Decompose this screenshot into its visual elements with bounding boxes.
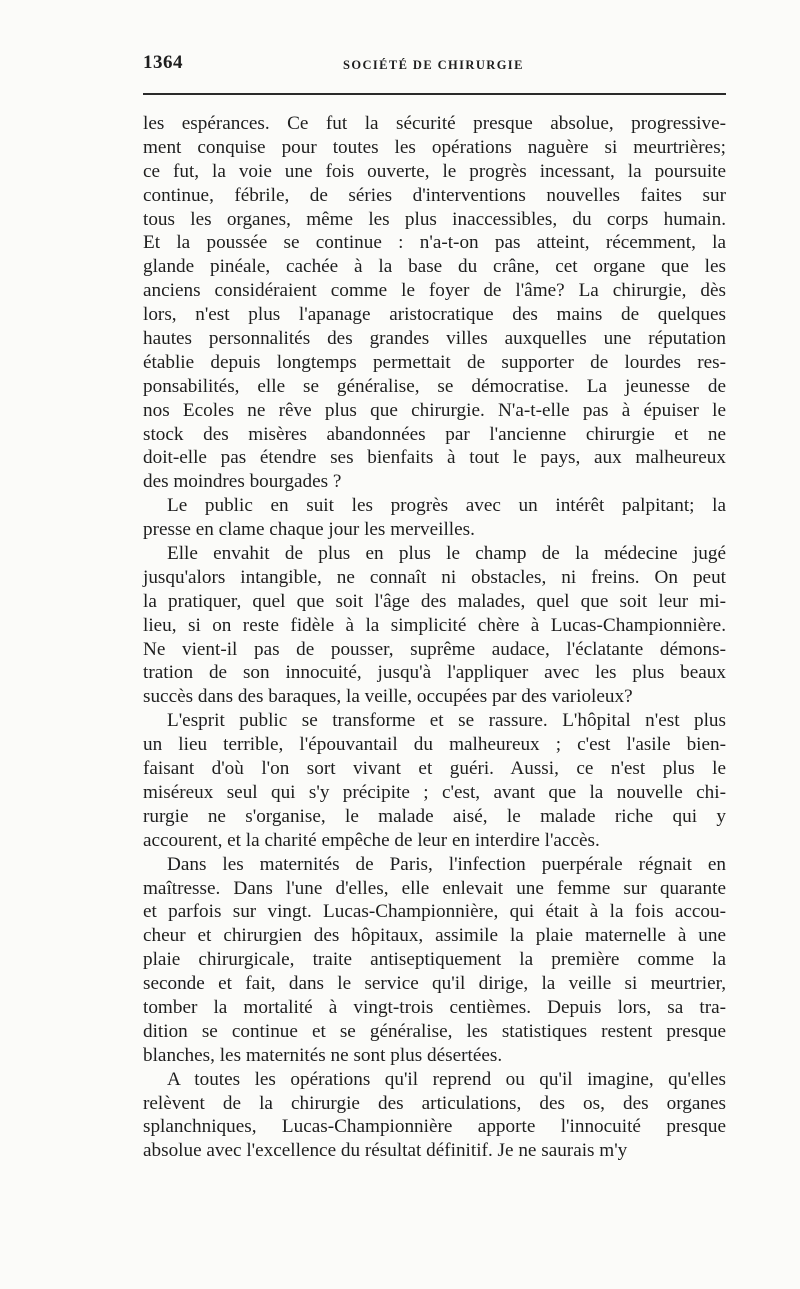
text-line: glande pinéale, cachée à la base du crâne, cet organe que les: [143, 256, 726, 278]
text-line: les espérances. Ce fut la sécurité presque absolue, progressive-: [143, 113, 726, 134]
paragraph: [143, 1068, 726, 1164]
text-line: anciens considéraient comme le foyer de l'âme? La chirurgie, dès: [143, 280, 726, 302]
text-line: ment conquise pour toutes les opérations naguère si meurtrières;: [143, 136, 726, 158]
text-line: jusqu'alors intangible, ne connaît ni obstacles, ni freins. On peut: [143, 566, 726, 588]
paragraph: [143, 709, 726, 852]
text-line: continue, fébrile, de séries d'interventions nouvelles faites sur: [143, 184, 726, 206]
text-line: faisant d'où l'on sort vivant et guéri. Aussi, ce n'est plus le: [143, 758, 726, 780]
text-line: lors, n'est plus l'apanage aristocratique des mains de quelques: [143, 304, 726, 326]
text-line: accourent, et la charité empêche de leur en interdire l'accès.: [143, 829, 600, 851]
text-line: Et la poussée se continue : n'a-t-on pas atteint, récemment, la: [143, 232, 726, 254]
paragraph: [143, 112, 726, 494]
text-line: doit-elle pas étendre ses bienfaits à tout le pays, aux malheureux: [143, 447, 726, 469]
text-line: A toutes les opérations qu'il reprend ou qu'il imagine, qu'elles: [167, 1068, 726, 1090]
text-line: L'esprit public se transforme et se rassure. L'hôpital n'est plus: [167, 710, 726, 732]
text-line: tration de son innocuité, jusqu'à l'appliquer avec les plus beaux: [143, 662, 726, 684]
text-line: ponsabilités, elle se généralise, se démocratise. La jeunesse de: [143, 375, 726, 397]
text-line: dition se continue et se généralise, les statistiques restent presque: [143, 1020, 726, 1042]
text-line: seconde et fait, dans le service qu'il dirige, la veille si meurtrier,: [143, 973, 726, 995]
text-line: nos Ecoles ne rêve plus que chirurgie. N'a-t-elle pas à épuiser le: [143, 399, 726, 421]
text-line: splanchniques, Lucas-Championnière apporte l'innocuité presque: [143, 1116, 726, 1138]
text-line: blanches, les maternités ne sont plus désertées.: [143, 1044, 503, 1066]
text-line: ce fut, la voie une fois ouverte, le progrès incessant, la poursuite: [143, 160, 726, 182]
paragraph: [143, 494, 726, 542]
text-line: cheur et chirurgien des hôpitaux, assimile la plaie maternelle à une: [143, 925, 726, 947]
text-line: et parfois sur vingt. Lucas-Championnière, qui était à la fois accou-: [143, 901, 726, 923]
text-line: Le public en suit les progrès avec un intérêt palpitant; la: [167, 495, 726, 517]
text-line: hautes personnalités des grandes villes auxquelles une réputation: [143, 328, 726, 350]
text-line: un lieu terrible, l'épouvantail du malheureux ; c'est l'asile bien-: [143, 734, 726, 756]
text-line: des moindres bourgades ?: [143, 471, 342, 493]
paragraph: [143, 542, 726, 709]
text-line: Elle envahit de plus en plus le champ de la médecine jugé: [167, 543, 726, 565]
text-line: maîtresse. Dans l'une d'elles, elle enlevait une femme sur quarante: [143, 877, 726, 899]
text-line: relèvent de la chirurgie des articulations, des os, des organes: [143, 1092, 726, 1114]
text-line: Ne vient-il pas de pousser, suprême audace, l'éclatante démons-: [143, 638, 726, 660]
text-line: presse en clame chaque jour les merveilles.: [143, 519, 475, 541]
running-title: SOCIÉTÉ DE CHIRURGIE: [343, 58, 524, 72]
page-number: 1364: [143, 52, 183, 73]
page-header: [143, 52, 726, 82]
text-line: tomber la mortalité à vingt-trois centièmes. Depuis lors, sa tra-: [143, 996, 726, 1018]
text-line: rurgie ne s'organise, le malade aisé, le malade riche qui y: [143, 805, 726, 827]
text-line: stock des misères abandonnées par l'ancienne chirurgie et ne: [143, 423, 726, 445]
text-line: la pratiquer, quel que soit l'âge des malades, quel que soit leur mi-: [143, 590, 726, 612]
text-line: absolue avec l'excellence du résultat définitif. Je ne saurais m'y: [143, 1140, 628, 1162]
text-line: établie depuis longtemps permettait de supporter de lourdes res-: [143, 351, 726, 373]
text-line: Dans les maternités de Paris, l'infection puerpérale régnait en: [167, 853, 726, 875]
text-line: succès dans des baraques, la veille, occupées par des varioleux?: [143, 686, 633, 708]
body-text: [143, 112, 726, 1163]
header-rule: [143, 93, 726, 95]
text-line: lieu, si on reste fidèle à la simplicité chère à Lucas-Championnière.: [143, 614, 726, 636]
text-line: miséreux seul qui s'y précipite ; c'est, avant que la nouvelle chi-: [143, 781, 726, 803]
text-line: tous les organes, même les plus inaccessibles, du corps humain.: [143, 208, 726, 230]
paragraph: [143, 853, 726, 1068]
text-line: plaie chirurgicale, traite antiseptiquement la première comme la: [143, 949, 726, 971]
